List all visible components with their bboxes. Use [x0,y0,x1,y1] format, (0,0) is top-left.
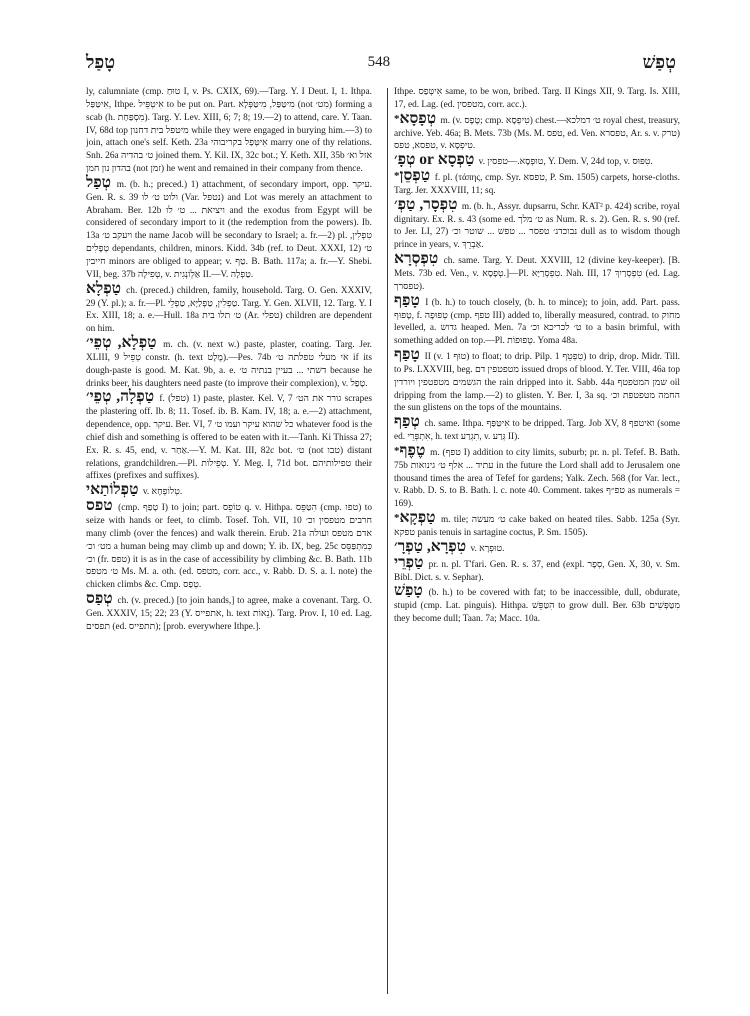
entry-headword: טְפַס [86,590,113,608]
entry-star-mark: * [394,112,400,125]
dictionary-entry [394,509,680,540]
dictionary-entry [394,167,680,198]
entry-headword: טְפַף [394,413,420,431]
entry-headword: טַפְלָא [86,279,121,297]
dictionary-entry [86,334,372,390]
dictionary-entry [394,109,680,154]
entry-headword: טְפָסָא [399,109,437,127]
dictionary-entry [394,413,680,444]
entry-headword: טַפְלוֹתַאי [86,481,139,499]
dictionary-entry [394,195,680,252]
dictionary-entry [394,346,680,415]
entry-definition: m. (טפף I) addition to city limits, suburb; pr. n. pl. Tefef. B. Bath. 75b עתיד ... אלף ט׳ גינואות in the future the Lord shall add to Jerusalem one thousand times the area of Tefef for gardens; Yalk. Zech. 568 (for Var. lect., v. Rabb. D. S. to B. Bath. l. c. note 40. Comment. takes טפ״ף as numerals = 169). [394,447,680,510]
dictionary-entry [86,590,372,634]
column-divider [387,88,388,994]
entry-definition: m. (b. h., Assyr. dupsarru, Schr. KAT² p. 424) scribe, royal dignitary. Ex. R. s. 43 (some ed. ט׳ מלך as Num. R. s. 2). Gen. R. s. 90 (ref. to Jer. LI, 27) נבוכדנ׳ טפסר ... טפש ... שוטר וכ׳ dull as to wisdom though prince in years, v. אַבְרֵךְ. [394,201,680,251]
dictionary-entry [86,497,372,592]
entry-definition: f. pl. (τάπης, cmp. Syr. טפסא, P. Sm. 1505) carpets, horse-cloths. Targ. Jer. XXXVIII, 11; sq. [394,173,680,196]
entry-star-mark: * [394,444,400,457]
entry-star-mark: * [394,512,400,525]
dictionary-entry [394,250,680,294]
entry-definition: v. טוּפְסָא.—טפסין, Y. Dem. V, 24d top, v. טִפּוּס. [478,157,653,168]
entry-headword: טַפְרֵי [394,553,424,571]
entry-definition: m. ch. (v. next w.) paste, plaster, coating. Targ. Jer. XLIII, 9 טְפֵיל constr. (h. text מֶלֶט).—Pes. 74b אי מעלי טפלתה ט׳ if its dough-paste is good. M. Kat. 9b, a. e. דשתי ... בעיין בנתיה ט׳ because he drinks beer, his daughters need paste (to improve their complexion), v. טָפַל. [86,340,372,389]
entry-star-mark: * [394,170,400,183]
dictionary-entry [86,86,372,176]
dictionary-entry [86,388,372,483]
entry-definition: m. tile; ט׳ מעשה cake baked on heated tiles. Sabb. 125a (Syr. טפקא panis tenuis in sartagine coctus, P. Sm. 1505). [394,515,680,538]
dictionary-entry [394,553,680,585]
left-column [86,86,372,1004]
entry-headword: טִפְסָר, טַפְ׳ [394,195,458,213]
dictionary-entry [394,291,680,348]
entry-headword: טָפַשׁ [394,582,423,600]
entry-definition: m. (b. h.; preced.) 1) attachment, of secondary import, opp. עיקר. Gen. R. s. 39 ולוט ט׳ לו (Var. נטפל) and Lot was merely an attachment to Abraham. Ber. 12b ויציאת ... ט׳ לו and the exodus from Egypt will be considered of secondary import to it (the redemption from the powers). Ib. 13a ויעקב ט׳ the name Jacob will be secondary to Israel; a. fr.—2) pl. טִפְלִין, טְפָלִים dependants, children, minors. Kidd. 34b (ref. to Deut. XXXI, 12) ט׳ חייבין minors are obliged to appear; v. טַף. B. Bath. 117a; a. fr.—Y. Shebi. VII, beg. 37b טְפִילָה, v. אַלְוֹנְגִית II.—V. טַפְלָה. [86,179,372,280]
dictionary-entry [394,151,680,169]
entry-definition: ch. same. Ithpa. אִיטַּפַּף to be dripped. Targ. Job XV, 8 ואיטפף (some ed. אִתְפְּרֵי, h. text תִגְרַע, v. גְּרַע II). [394,419,680,443]
entry-definition: ch. (v. preced.) [to join hands,] to agree, make a covenant. Targ. O. Gen. XXXIV, 15; 22; 23 (Y. אתפייס, h. text נֵאוֹת). Targ. Prov. I, 10 ed. Lag. תפסים (ed. תתפייס); [prob. everywhere Ithpe.]. [86,596,372,632]
entry-headword: טַפְלָה, טְפֵי׳ [86,388,155,406]
entry-definition: ch. same. Targ. Y. Deut. XXVIII, 12 (divine key-keeper). [B. Mets. 73b ed. Ven., v. טְפָסָא.]—Pl. טִפְסְרַיָּא. Nah. III, 17 טִפְסְרַיִךְ (ed. Lag. טפסרך). [394,256,680,292]
dictionary-entry [394,86,680,112]
page-header [86,50,676,74]
entry-headword: טִפְרָא, טַפְרָ׳ [394,537,467,555]
entry-definition: f. (טפל) 1) paste, plaster. Kel. V, 7 גורר את הט׳ scrapes the plastering off. Ib. 8; 11. Tosef. ib. B. Kam. IV, 18; a. e.—2) attachment, dependence, opp. עיקר. Ber. VI, 7 כל שהוא עיקר ועמו ט׳ whatever food is the chief dish and something is offered to be eaten with it.—Tanh. Ki Thissa 27; Ex. R. s. 45, end, v. אַחַר.—Y. M. Kat. III, 82c bot. ט׳ (not טבו) distant relations, grandchildren.—Pl. טְפֵילוֹת. Y. Meg. I, 71d bot. טפילותיהם their affixes (prefixes and suffixes). [86,394,372,482]
entry-definition: ly, calumniate (cmp. טוּחַ I, v. Ps. CXIX, 69).—Targ. Y. I Deut. I, 1. Ithpa. אִיטַּפַּל, Ithpe. אִיטְפֵּיל to be put on. Part. מִיטַּפַּל, מִיטַּפְּלָא (not מִט׳) forming a scab (h. מִסְפַּחַת). Targ. Y. Lev. XIII, 6; 7; 8; 19.—2) to attend, care. Y. Taan. IV, 68d top מיטפל בית דחנון while they were engaged in burying him.—3) to join, attach one's self. Keth. 23a אִיטְּפַל בקריבוהי marry one of thy relations. Snh. 26a ט׳ בהדיה joined them. Y. Kil. IX, 32c bot.; Y. Keth. XII, 35b אזל וא׳ בהדון נון חמן (not זמן) he went and remained in their company from thence. [86,87,372,175]
entry-headword: טַפְלָא, טְפֵי׳ [86,334,157,352]
entry-definition: Ithpe. אִיטְּפַס same, to be won, bribed. Targ. II Kings XII, 9. Targ. Is. XIII, 17, ed. Lag. (ed. מטפסין, corr. acc.). [394,87,680,110]
entry-headword: טַפְקָא [399,509,436,527]
dictionary-entry [86,279,372,336]
entry-definition: ch. (preced.) children, family, household. Targ. O. Gen. XXXIV, 29 (Y. pl.); a. fr.—Pl. טַפְלִין, טַפְלַיָּא, טַפְלֵי. Targ. Y. Gen. XLVII, 12. Targ. Y. I Ex. XIII, 18; a. e.—Hull. 18a ט׳ תלו בית (Ar. טפלי) children are dependent on him. [86,285,372,335]
entry-definition: I (b. h.) to touch closely, (b. h. to mince); to join, add. Part. pass. טָפוּף, f. טְפוּפָה (cmp. טפף III) added to, liberally measured, contrad. to מחוק levelled, a. גדוש heaped. Men. 7a ט׳ לכריכא וכ׳ to a basin brimful, with something added on top.—Pl. טְפוּפוֹת. Yoma 48a. [394,297,680,347]
entry-definition: v. טוּפְרָא. [470,543,505,554]
entry-definition: v. טְלוֹפְחָא. [142,487,183,498]
entry-headword: טָפַף [394,346,420,364]
header-left-headword: טָפַל [86,51,116,72]
header-right-headword: טְפַשׁ [642,51,676,72]
dictionary-entry [394,441,680,511]
dictionary-entry [86,173,372,282]
dictionary-entry [394,582,680,626]
entry-headword: טַפְסֵן [399,167,431,185]
dictionary-entry [86,481,372,499]
entry-headword: טִפְסְרָא [394,250,439,268]
entry-headword: טֶפֶף [399,441,426,459]
entry-definition: II (v. טוּף 1) to float; to drip. Pilp. טִפְטֵף 1) to drip, drop. Midr. Till. to Ps. LXXVIII, beg. מטפטפין דם issued drops of blood. Y. Ter. VIII, 46a top הגשמים מטפטפין ויורדין the rain dripped into it. Sabb. 44a שמן המטפטף oil dripping from the lamp.—2) to glisten. Y. Ber. I, 3a sq. החמה מטפטפת וכ׳ the sun glistens on the tops of the mountains. [394,352,680,414]
entry-headword: טפס [86,497,113,515]
entry-headword: טַפְסָא or טְפָ׳ [394,151,475,169]
entry-headword: טָפַף [394,291,420,309]
entry-definition: (b. h.) to be covered with fat; to be inaccessible, dull, obdurate, stupid (cmp. Lat. pinguis). Hithpa. הִטַּפֵּשׁ to grow dull. Ber. 63b מִטַּפְּשִׁים they become dull; Taan. 7a; Macc. 10a. [394,588,680,625]
dictionary-entry [394,537,680,556]
entry-definition: pr. n. pl. T'fari. Gen. R. s. 37, end (expl. סְפָר, Gen. X, 30, v. Sm. Bibl. Dict. s. v. Sephar). [394,559,680,583]
right-column [394,86,680,1004]
page-number: 548 [367,53,391,70]
entry-definition: m. (v. טֶפֶס; cmp. טִיפְסָא) chest.—ט׳ דמלכא royal chest, treasury, archive. Yeb. 46a; B. Mets. 73b (Ms. M. טפס, ed. Ven. טפסרא, Ar. s. v. טרק) טפסא, טפס, v. טִיפְסָא. [394,115,680,152]
entry-headword: טְפַל [86,173,112,191]
entry-definition: (cmp. טָפַף I) to join; part. טוֹפֵס q. v. Hithpa. הִטַּפֵּס (cmp. טפו) to seize with hands or feet, to climb. Tosef. Toh. VII, 10 חרבים מטפסין וכ׳ many climb (over the fences) and walk therein. Erub. 21a אדם מטפס ועולה מט׳ וכ׳ a human being may climb up and down; Y. ib. IX, beg. 25c כְּמִתְפַּסֵּס וכ׳ (fr. טפס) it is as in the case of accessibility by climbing &c. B. Bath. 11b ט׳ מטפס Ms. M. a. oth. (ed. מטפס, corr. acc., v. Rabb. D. S. a. l. note) the chicken climbs &c. Cmp. טְפַס. [86,503,372,591]
